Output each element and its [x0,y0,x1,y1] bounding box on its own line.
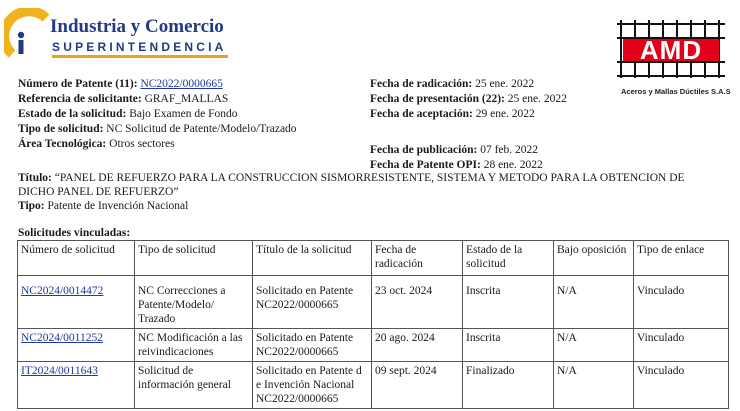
meta-row-patente [18,77,297,92]
meta-value: 29 ene. 2022 [475,108,535,120]
solicitud-link[interactable]: IT2024/0011643 [21,365,98,377]
meta-label: Número de Patente (11): [18,78,138,90]
meta-value: Bajo Examen de Fondo [129,108,238,120]
cell-tipo: NC Correcciones a Patente/Modelo/ Trazado [135,276,253,329]
right-metadata [370,77,567,122]
cell-titulo: Solicitado en Patente NC2022/0000665 [253,276,372,329]
meta-row-estado [18,107,297,122]
sic-title: Industria y Comercio [50,16,224,37]
meta-row-presentacion [370,92,567,107]
amd-subtitle: Aceros y Mallas Dúctiles S.A.S [621,87,731,96]
titulo-label: Título: [18,172,52,184]
col-header-enlace: Tipo de enlace [634,241,729,276]
meta-label: Fecha de Patente OPI: [370,159,481,171]
tipo-row [18,199,718,213]
col-header-oposicion: Bajo oposición [554,241,634,276]
cell-titulo: Solicitado en Patente d e Invención Nacional NC2022/0000665 [253,362,372,409]
solicitudes-table [17,240,729,409]
patente-link[interactable]: NC2022/0000665 [140,78,223,90]
table-row [18,329,729,362]
meta-row-referencia [18,92,297,107]
cell-oposicion: N/A [554,276,634,329]
meta-value: 25 ene. 2022 [507,93,567,105]
cell-titulo: Solicitado en Patente NC2022/0000665 [253,329,372,362]
meta-row-publicacion [370,143,543,158]
col-header-titulo: Título de la solicitud [253,241,372,276]
meta-value: 28 ene. 2022 [483,159,543,171]
meta-label: Fecha de radicación: [370,78,473,90]
cell-fecha: 20 ago. 2024 [372,329,463,362]
sic-underline [52,55,228,58]
solicitud-link[interactable]: NC2024/0011252 [21,332,103,344]
right-metadata-2 [370,143,543,173]
cell-tipo: Solicitud de información general [135,362,253,409]
cell-estado: Inscrita [463,329,554,362]
meta-value: Otros sectores [109,138,175,150]
sic-emblem-icon [4,8,52,62]
col-header-tipo: Tipo de solicitud [135,241,253,276]
cell-fecha: 09 sept. 2024 [372,362,463,409]
meta-value: 07 feb. 2022 [480,144,539,156]
col-header-numero: Número de solicitud [18,241,135,276]
cell-enlace: Vinculado [634,329,729,362]
meta-label: Tipo de solicitud: [18,123,104,135]
meta-label: Fecha de aceptación: [370,108,473,120]
amd-logo-text: AMD [639,35,703,65]
meta-value: GRAF_MALLAS [144,93,229,105]
cell-enlace: Vinculado [634,362,729,409]
solicitudes-heading: Solicitudes vinculadas: [18,227,131,239]
cell-enlace: Vinculado [634,276,729,329]
meta-value: NC Solicitud de Patente/Modelo/Trazado [106,123,297,135]
cell-numero [18,362,135,409]
meta-label: Estado de la solicitud: [18,108,127,120]
meta-row-tipo [18,122,297,137]
amd-logo [617,18,725,80]
meta-value: 25 ene. 2022 [475,78,535,90]
cell-tipo: NC Modificación a las reivindicaciones [135,329,253,362]
meta-label: Referencia de solicitante: [18,93,142,105]
titulo-block [18,171,718,213]
table-header-row [18,241,729,276]
cell-oposicion: N/A [554,362,634,409]
tipo-label: Tipo: [18,200,45,212]
tipo-value: Patente de Invención Nacional [47,200,189,212]
col-header-estado: Estado de la solicitud [463,241,554,276]
meta-row-radicacion [370,77,567,92]
cell-oposicion: N/A [554,329,634,362]
table-row [18,362,729,409]
table-row [18,276,729,329]
sic-subtitle: SUPERINTENDENCIA [52,40,227,54]
col-header-fecha: Fecha de radicación [372,241,463,276]
cell-estado: Finalizado [463,362,554,409]
cell-numero [18,329,135,362]
solicitud-link[interactable]: NC2024/0014472 [21,285,104,297]
cell-numero [18,276,135,329]
meta-label: Área Tecnológica: [18,138,107,150]
cell-estado: Inscrita [463,276,554,329]
cell-fecha: 23 oct. 2024 [372,276,463,329]
meta-label: Fecha de presentación (22): [370,93,505,105]
meta-row-aceptacion [370,107,567,122]
meta-label: Fecha de publicación: [370,144,478,156]
left-metadata [18,77,297,152]
meta-row-area [18,137,297,152]
titulo-value: “PANEL DE REFUERZO PARA LA CONSTRUCCION SISMORRESISTENTE, SISTEMA Y METODO PARA LA OBTENCION DE DICHO PANEL DE REFUERZO” [18,172,685,198]
